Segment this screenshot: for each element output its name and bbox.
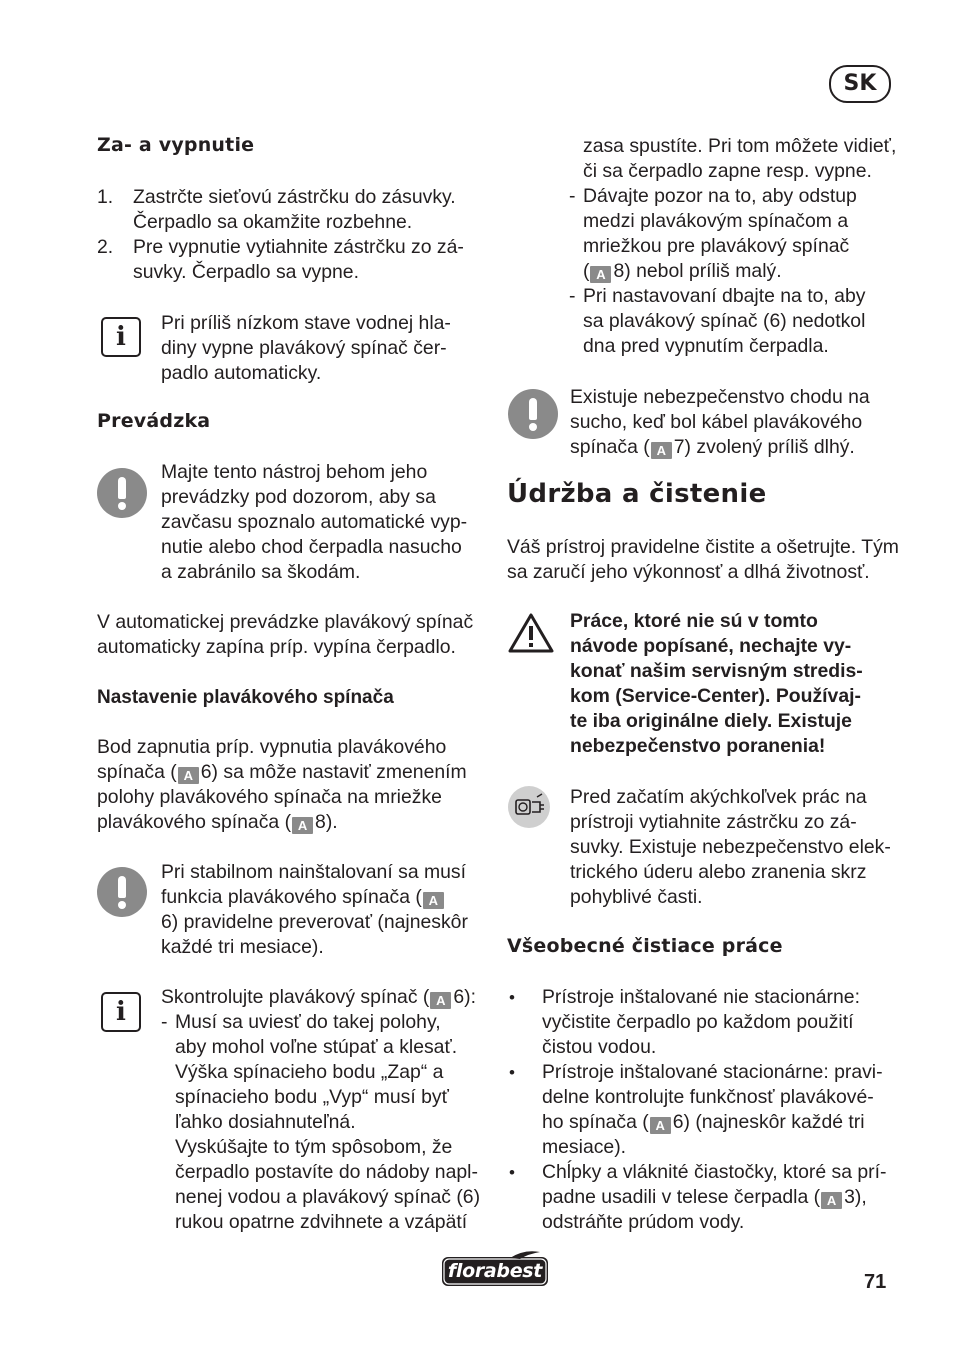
heading-maintenance: Údržba a čistenie (507, 479, 767, 509)
dash-list-item: - Dávajte pozor na to, aby odstup medzi plavákovým spínačom a mriežkou pre plavákový spínač ( A 8) nebol príliš malý. (569, 185, 857, 282)
figure-a-badge: A (821, 1192, 842, 1209)
caution-triangle-icon (507, 612, 555, 654)
info-icon: i (101, 317, 141, 357)
continued-text: zasa spustíte. Pri tom môžete vidieť, či sa čerpadlo zapne resp. vypne. (583, 135, 897, 182)
figure-a-badge: A (423, 892, 444, 909)
figure-a-badge: A (292, 817, 313, 834)
warning-note-2: Pri stabilnom nainštalovaní sa musí funkcia plavákového spínača ( A 6) pravidelne preverovať (najneskôr každé tri mesiace). (161, 861, 468, 958)
steps-list (97, 185, 487, 285)
bullet-list-item: • Prístroje inštalované nie stacionárne: vyčistite čerpadlo po každom použití čistou vodou. (509, 986, 860, 1058)
dash-list-item: - Musí sa uviesť do takej polohy, aby mohol voľne stúpať a klesať. Výška spínacieho bodu „Zap“ a spínacieho bodu „Vyp“ musí byť ľahko dosiahnuteľná. Vyskúšajte to tým spôsobom, že čerpadlo postavíte do nádoby napl- nenej vodou a plavákový spínač (6) rukou opatrne zdvihnete a vzápätí (161, 1011, 481, 1233)
warning-exclamation-icon (97, 468, 147, 518)
step-item: 2. Pre vypnutie vytiahnite zástrčku zo zá- suvky. Čerpadlo sa vypne. (97, 236, 464, 283)
unplug-note: Pred začatím akýchkoľvek prác na prístroji vytiahnite zástrčku zo zá- suvky. Existuje nebezpečenstvo elek- trického úderu alebo zranenia skrz pohyblivé časti. (570, 786, 891, 908)
unplug-icon (507, 785, 551, 829)
warning-note-1: Majte tento nástroj behom jeho prevádzky pod dozorom, aby sa zavčasu spoznalo automatické vyp- nutie alebo chod čerpadla nasucho a zabránilo sa škodám. (161, 461, 468, 583)
info-note-1: Pri príliš nízkom stave vodnej hla- diny vypne plavákový spínač čer- padlo automaticky. (161, 312, 451, 384)
heading-float-switch-setting: Nastavenie plavákového spínača (97, 687, 394, 708)
warning-exclamation-icon (97, 867, 147, 917)
dash-list (569, 184, 899, 359)
figure-a-badge: A (590, 266, 611, 283)
bullet-list-item: • Prístroje inštalované stacionárne: pravi- delne kontrolujte funkčnosť plavákové- ho spínača ( A 6) (najneskôr každé tri mesiace). (509, 1061, 883, 1158)
dash-list-item: - Pri nastavovaní dbajte na to, aby sa plavákový spínač (6) nedotkol dna pred vypnutím čerpadla. (569, 285, 866, 357)
figure-a-badge: A (430, 992, 451, 1009)
info-note-2: Skontrolujte plavákový spínač ( A 6): - Musí sa uviesť do takej polohy, aby mohol voľne stúpať a klesať. Výška spínacieho bodu „Zap“ a spínacieho bodu „Vyp“ musí byť ľahko dosiahnuteľná. Vyskúšajte to tým spôsobom, že čerpadlo postavíte do nádoby napl- nenej vodou a plavákový spínač (6) rukou opatrne zdvihnete a vzápätí (161, 985, 491, 1235)
heading-switch: Za- a vypnutie (97, 134, 255, 156)
figure-a-badge: A (650, 1117, 671, 1134)
florabest-logo (440, 1249, 550, 1289)
heading-general-cleaning: Všeobecné čistiace práce (507, 935, 783, 957)
auto-operation-text: V automatickej prevádzke plavákový spínač automaticky zapína príp. vypína čerpadlo. (97, 611, 474, 658)
warning-exclamation-icon (508, 389, 558, 439)
brand-name: florabest (447, 1260, 543, 1282)
maintenance-text: Váš prístroj pravidelne čistite a ošetrujte. Tým sa zaručí jeho výkonnosť a dlhá životnosť. (507, 536, 899, 583)
setting-text: Bod zapnutia príp. vypnutia plavákového spínača ( A 6) sa môže nastaviť zmenením polohy plavákového spínača na mriežke plavákového spínača ( A 8). (97, 736, 467, 833)
bullet-list-item: • Chĺpky a vláknité čiastočky, ktoré sa prí- padne usadili v telese čerpadla ( A 3), odstráňte prúdom vody. (509, 1161, 887, 1233)
cleaning-bullet-list (507, 985, 907, 1235)
figure-a-badge: A (178, 767, 199, 784)
page-number: 71 (864, 1271, 887, 1293)
language-badge: SK (829, 65, 891, 103)
caution-note: Práce, ktoré nie sú v tomto návode popísané, nechajte vy- konať našim servisným stredis- kom (Service-Center). Používaj- te iba originálne diely. Existuje nebezpečenstvo poranenia! (570, 610, 863, 757)
warning-note-3: Existuje nebezpečenstvo chodu na sucho, keď bol kábel plavákového spínača ( A 7) zvolený príliš dlhý. (570, 386, 870, 458)
heading-operation: Prevádzka (97, 410, 211, 432)
step-item: 1. Zastrčte sieťovú zástrčku do zásuvky. Čerpadlo sa okamžite rozbehne. (97, 186, 456, 233)
info-icon: i (101, 992, 141, 1032)
figure-a-badge: A (651, 442, 672, 459)
